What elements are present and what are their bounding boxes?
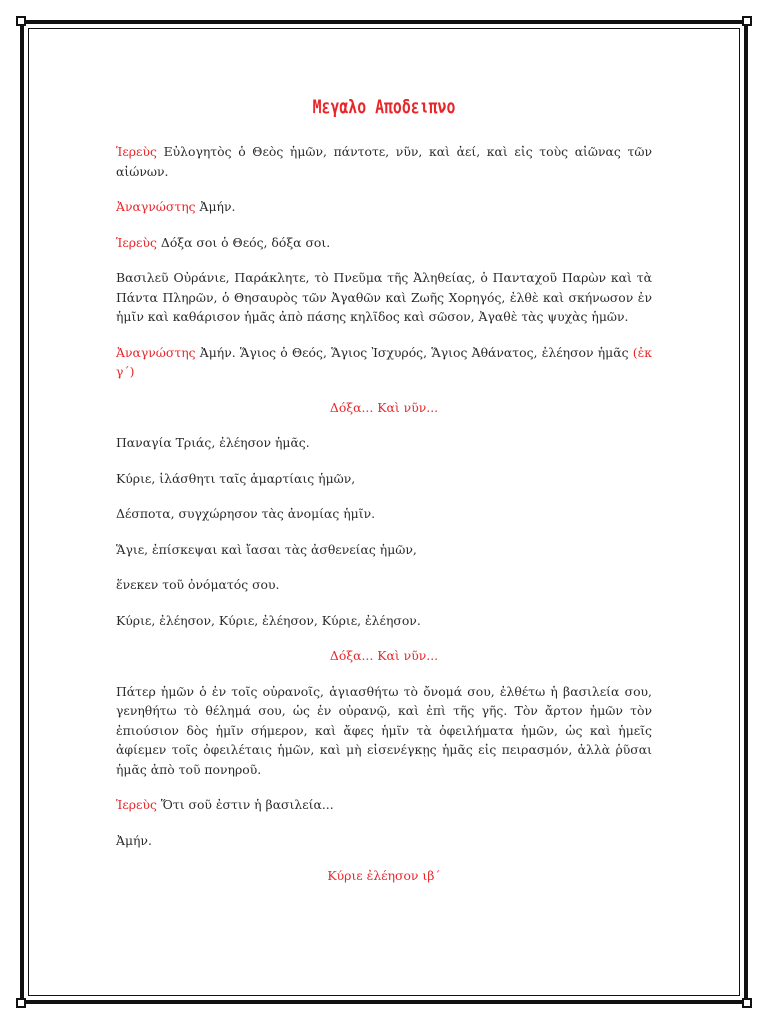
liturgy-paragraph (116, 343, 652, 382)
liturgy-paragraph: Δέσποτα, συγχώρησον τὰς ἀνομίας ἡμῖν. (116, 506, 376, 521)
role-label: Ἱερεὺς (116, 144, 157, 159)
rubric-note: (ἐκ γ΄) (116, 344, 652, 379)
liturgy-paragraph (116, 142, 652, 181)
rubric-heading: Δόξα... Καὶ νῦν... (329, 648, 439, 663)
paragraph-text: Ἀμήν. (195, 199, 236, 214)
liturgy-paragraph: Παναγία Τριάς, ἐλέησον ἡμᾶς. (116, 435, 310, 450)
liturgy-paragraph: Ἅγιε, ἐπίσκεψαι καὶ ἴασαι τὰς ἀσθενείας ἡμῶν, (116, 541, 417, 557)
liturgy-paragraph (116, 795, 652, 815)
role-label: Ἀναγνώστης (116, 199, 196, 214)
liturgy-paragraph: Πάτερ ἡμῶν ὁ ἐν τοῖς οὐρανοῖς, ἁγιασθήτω τὸ ὄνομά σου, ἐλθέτω ἡ βασιλεία σου, γενηθήτω τὸ θέλημά σου, ὡς ἐν οὐρανῷ, καὶ ἐπὶ τῆς γῆς. Τὸν ἄρτον ἡμῶν τὸν ἐπιούσιον δὸς ἡμῖν σήμερον, καὶ ἄφες ἡμῖν τὰ ὀφειλήματα ἡμῶν, ὡς καὶ ἡμεῖς ἀφίεμεν τοῖς ὀφειλέταις ἡμῶν, καὶ μὴ εἰσενέγκῃς ἡμᾶς εἰς πειρασμόν, ἀλλὰ ῥῦσαι ἡμᾶς ἀπὸ τοῦ πονηροῦ. (116, 683, 652, 777)
liturgy-paragraph: Ἀμήν. (116, 832, 152, 848)
liturgy-paragraph: Κύριε, ἐλέησον, Κύριε, ἐλέησον, Κύριε, ἐλέησον. (116, 612, 421, 628)
role-label: Ἀναγνώστης (116, 344, 196, 360)
page-title: Μεγαλο Αποδειπνο (312, 96, 456, 118)
paragraph-text: Δόξα σοι ὁ Θεός, δόξα σοι. (156, 234, 331, 250)
liturgy-paragraph: Κύριε, ἱλάσθητι ταῖς ἁμαρτίαις ἡμῶν, (116, 470, 356, 486)
border-corner-ornament (16, 998, 26, 1008)
liturgy-paragraph (116, 233, 652, 253)
role-label: Ἱερεὺς (116, 797, 157, 812)
liturgy-paragraph: ἕνεκεν τοῦ ὀνόματός σου. (116, 577, 280, 592)
border-corner-ornament (742, 998, 752, 1008)
rubric-heading: Κύριε ἐλέησον ιβ΄ (327, 868, 441, 883)
paragraph-text: Εὐλογητὸς ὁ Θεὸς ἡμῶν, πάντοτε, νῦν, καὶ ἀεί, καὶ εἰς τοὺς αἰῶνας τῶν αἰώνων. (116, 144, 652, 179)
role-label: Ἱερεὺς (116, 234, 157, 250)
paragraph-text: Ἀμήν. Ἅγιος ὁ Θεός, Ἅγιος Ἰσχυρός, Ἅγιος Ἀθάνατος, ἐλέησον ἡμᾶς (195, 344, 633, 360)
paragraph-text: Ὅτι σοῦ ἐστιν ἡ βασιλεία... (156, 797, 334, 812)
rubric-heading: Δόξα... Καὶ νῦν... (329, 399, 439, 415)
document-body (116, 84, 652, 902)
border-corner-ornament (16, 16, 26, 26)
border-corner-ornament (742, 16, 752, 26)
liturgy-paragraph (116, 197, 652, 217)
liturgy-paragraph: Βασιλεῦ Οὐράνιε, Παράκλητε, τὸ Πνεῦμα τῆς Ἀληθείας, ὁ Πανταχοῦ Παρὼν καὶ τὰ Πάντα Πληρῶν, ὁ Θησαυρὸς τῶν Ἀγαθῶν καὶ Ζωῆς Χορηγός, ἐλθὲ καὶ σκήνωσον ἐν ἡμῖν καὶ καθάρισον ἡμᾶς ἀπὸ πάσης κηλῖδος καὶ σῶσον, Ἀγαθὲ τὰς ψυχὰς ἡμῶν. (116, 270, 652, 324)
